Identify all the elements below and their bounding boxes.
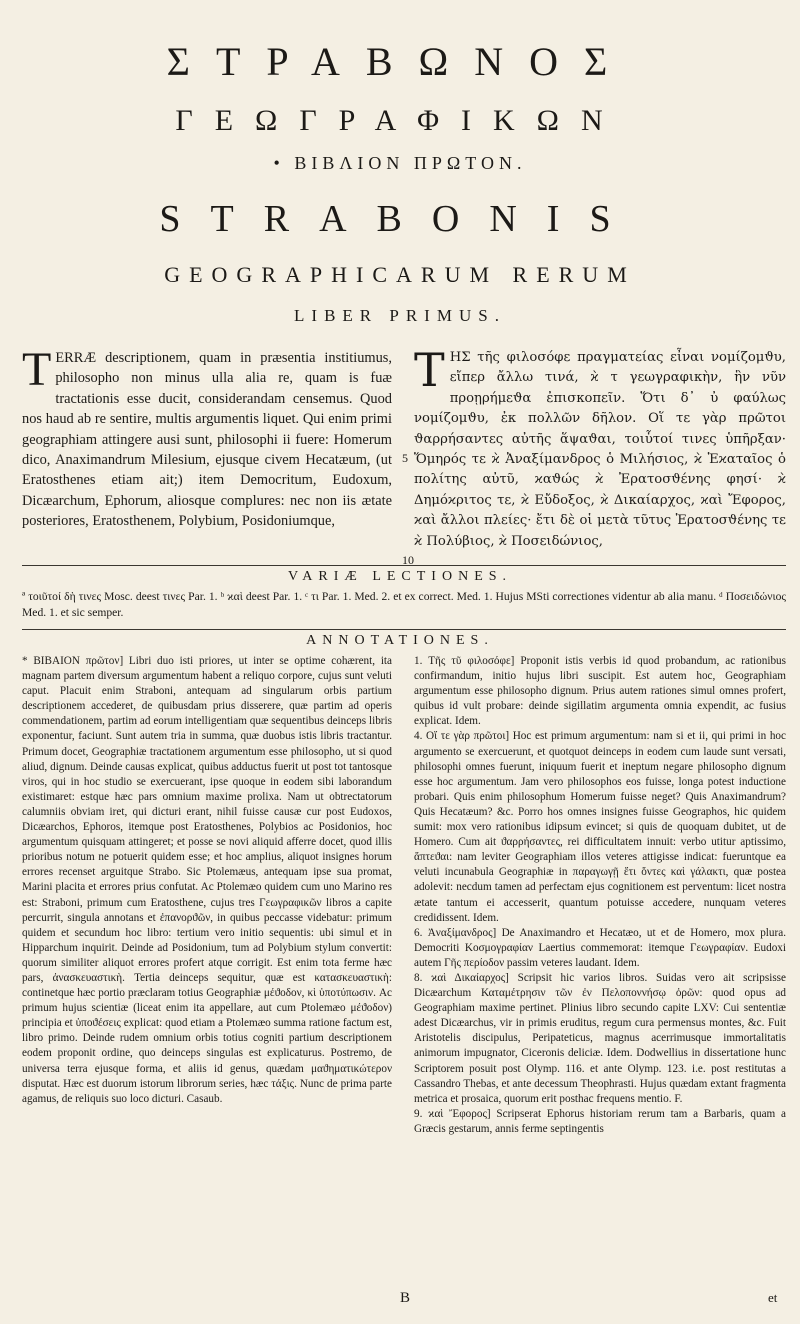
latin-body-text: ERRÆ descriptionem, quam in præsentia institiumus, philosopho non minus ulla alia re, quam is fuæ tractationis esse ducit, considerandam censemus. Quod nos haud ab re sentire, multis argumentis liquet. Qui enim primi geographiam attingere ausi sunt, philosophi ii fuere: Homerum dico, Anaximandrum Milesium, ejusque civem Hecatæum, (ut Eratosthenes etiam ait;) item Democritum, Eudoxum, Dicæarchum, Ephorum, aliosque complures: nec non iis ætate posteriores, Eratosthenem, Polybium, Posidoniumque, [22,350,392,530]
greek-work-title: ΓΕΩΓΡΑΦΙΚΩΝ [175,104,625,137]
greek-author-title: ΣΤΡΑΒΩΝΟΣ [166,39,634,84]
latin-work-title: GEOGRAPHICARUM RERUM [164,262,636,287]
latin-book-title: LIBER PRIMUS. [294,306,506,325]
latin-dropcap: T [22,343,52,396]
greek-dropcap: Τ [414,343,445,397]
divider [22,629,786,630]
line-number: 10 [402,553,414,567]
latin-author-title: STRABONIS [159,198,641,240]
signature-mark: B [400,1290,411,1306]
divider [22,565,786,566]
variae-lectiones-text: ª τοιῦτοί δὴ τινες Mosc. deest τινες Par. 1. ᵇ ϰαὶ deest Par. 1. ᶜ τι Par. 1. Med. 2. et ex correct. Med. 1. Hujus MSti correctiones videntur ab alia manu. ᵈ Ποσειδώνιος Med. 1. et sic semper. [22,590,786,619]
greek-body-text: ΗΣ τῆς φιλοσόφε πραγματείας εἶναι νομίζομϑυ, εἴπερ ἄλλω τινά, ϰ̀ τ γεωγραφικὴν, ἣν νῦν προῃρήμεϑα ἐπισκοπεῖν. Ὅτι δ᾽ ὐ φαύλως νομίζομϑυ, ἐκ πολλῶν δῆλον. Οἵ τε γὰρ πρῶτοι ϑαρρήσαντες αὐτῆς ἅψαϑαι, τοιὗτοί τινες ὑπῆρξαν· Ὅμηρός τε ϰ̀ Ἀναξίμανδρος ὁ Μιλήσιος, ϰ̀ Ἑϰαταῖος ὁ πολίτης αὐτῦ, ϰαϑώς ϰ̀ Ἐρατοσϑένης φησί· ϰ̀ Δημόϰριτος τε, ϰ̀ Εὔδοξος, ϰ̀ Δικαίαρχος, ϰαὶ Ἔφορος, ϰαὶ ἄλλοι πλείες· ἔτι δὲ οἱ μετὰ τῦτυς Ἐρατοσϑένης τε ϰ̀ Πολύβιος, ϰ̀ Ποσειδώνιος, [414,350,786,549]
line-number: 5 [402,451,408,465]
latin-translation-column [22,343,392,532]
variae-lectiones-heading: VARIÆ LECTIONES. [287,569,513,584]
annotationes-right-column: 1. Τῆς τῦ φιλοσόφε] Proponit istis verbis id quod probandum, ac rationibus confirmandum, initio hujus libri suscipit. Est autem hoc, Geographiam argumentum esse philosopho dignum. Prius autem rationes simul omnes profert, quibus id vult probare: deinde sigillatim argumenta omnia expendit, ac fusius explicat. Idem. 4. Οἵ τε γὰρ πρῶτοι] Hoc est primum argumentum: nam si et ii, qui primi in hoc argumento se exercuerunt, et quotquot deinceps in eodem cum laude sunt versati, philosophi omnes fuerunt, iniquum fuerit et ineptum negare philosopho dignum esse hoc argumentum. Jam vero philosophos eos fuisse, longa potest inductione probari. Quis enim philosophum Homerum fuisse neget? Quis Anaximandrum? Quis Hecatæum? &c. Porro hos omnes insignes fuisse Geographos, hic quidem sumit: mox vero rationibus idipsum evincet; si quis de quoquam dubitet, ut de Homero. Cum ait ϑαρρήσαντες, rei difficultatem innuit: verbo utitur aptissimo, ἅπτεϑαι: nam leviter Geographiam illos veteres attigisse indicat: fueruntque ea veluti incunabula Geographiæ in παραγωγῇ ἔτι ὄντες καὶ γάλακτι, quæ postea adolevit: necdum tamen ad perfectam ejus cognitionem est perventum: licet nostra ætate tantum ei accesserit, quantum potuisse accedere, nunquam veteres credidissent. Idem. 6. Ἀναξίμανδρος] De Anaximandro et Hecatæo, ut et de Homero, mox plura. Democriti Κοσμογραφίαν Laertius commemorat: itemque Γεωγραφίαν. Eudoxi autem Γῆς περίοδον passim veteres laudant. Idem. 8. ϰαὶ Δικαίαρχος] Scripsit hic varios libros. Suidas vero ait scripsisse Dicæarchum Καταμέτρησιν τῶν ἐν Πελοποννήσῳ ὀρῶν: quod opus ad Geographiam maxime pertinet. Plinius libro secundo capite LXV: Cui sententiæ adest Dicæarchus, vir in primis eruditus, regum cura permensus montes, &c. Fuit Aristotelis discipulus, Peripateticus, magnus acerrimusque immortalitatis animorum impugnator, Ciceronis deliciæ. Idem. Dodwellius in dissertatione hunc Scriptorem posuit post Olymp. 116. et ante Olymp. 123. i.e. post restitutas a Cassandro Thebas, et ante decessum Theophrasti. Hujus quædam extant fragmenta metrica et prosaica, quorum erit posthac frequens mentio. F. 9. ϰαὶ Ἔφορος] Scripserat Ephorus historiam rerum tam a Barbaris, quam a Græcis gestarum, annis ferme septingentis [414,655,786,1135]
catchword: et [768,1290,778,1305]
annotationes-left-column: * BIBAION πρῶτον] Libri duo isti priores, ut inter se optime cohærent, ita magnam partem diversum argumentum habent a reliquo corpore, cujus sunt veluti caput. Placuit enim Straboni, antequam ad singularum orbis partium descriptionem accederet, de quibusdam prius disserere, quæ partim ad operis commendationem, partim ad eorum intelligentiam quæ sequentibus deinceps libris exponentur, faciunt. Sunt autem tria in summa, quæ duobus istis libris tractantur. Primum docet, Geographiæ tractationem argumentum esse philosopho, ut si quod aliud, dignum. Deinde causas explicat, quibus adductus fuerit ut post tot tantosque viros, qui in hoc studio se exercuerant, ipse quoque in eodem sibi laborandum existimaret: estque hæc pars omnium maxime prolixa. Nam ut obtrectatorum calumniis obviam iret, qui dicturi erant, nihil fuisse causæ cur post Eudoxos, Dicæarchos, Ephoros, itemque post Eratosthenes, Polybios ac Posidonios, hoc argumentum quisquam attingeret; et posse se novi aliquid afferre docet, quod illis prioribus notum ne potuerit quidem esse; et hoc amplius, aliquot insignes horum errores recenset arguitque Strabo. Sic Ptolemæus, antequam ipse sua promat, Marini placita et errores prius confutat. Ac Ptolemæo quidem cum uno Marino res est: Straboni, primum cum Eratosthene, cujus tres Γεωγραφικῶν libros a capite percurrit, singula annotans et ἐπανορϑῶν, in quibus peccasse videbatur: primum quidem et secundum hoc libro: tertium vero initio sequentis: ubi simul et in Hipparchum inquirit. Deinde ad Posidonium, tum ad Polybium stylum convertit: quorum similiter aliquot errores profert atque corrigit. Est enim tota ferme hæc pars, ἀνασκευαστικὴ. Tertia deinceps sequitur, quæ est κατασκευαστικὴ: continetque hæc portio præclaram totius Geographiæ μέϑοδον, κὶ ὑποτύπωσιν. Ac primum hujus scientiæ (liceat enim ita appellare, aut cum Ptolemæo μέϑοδον) principia et ὑποϑέσεις explicat: quod etiam a Ptolemæo summa ratione factum est, libro primo. Deinde rudem omnium orbis totius cogniti partium descriptionem eodem proponit ordine, quo deinceps singulas est explicaturus. Postremo, de universa terra ejusque forma, et aliis id genus, quædam μαϑηματικώτερον disputat. Hæc est duorum istorum librorum series, hæc τάξις. Nunc de prima parte agamus, de reliquis suo loco dicturi. Casaub. [22,655,392,1105]
greek-book-title: • ΒΙΒΛΙΟΝ ΠΡΩΤΟΝ. [273,153,527,173]
annotationes-heading: ANNOTATIONES. [306,633,494,648]
greek-text-column [414,343,786,552]
